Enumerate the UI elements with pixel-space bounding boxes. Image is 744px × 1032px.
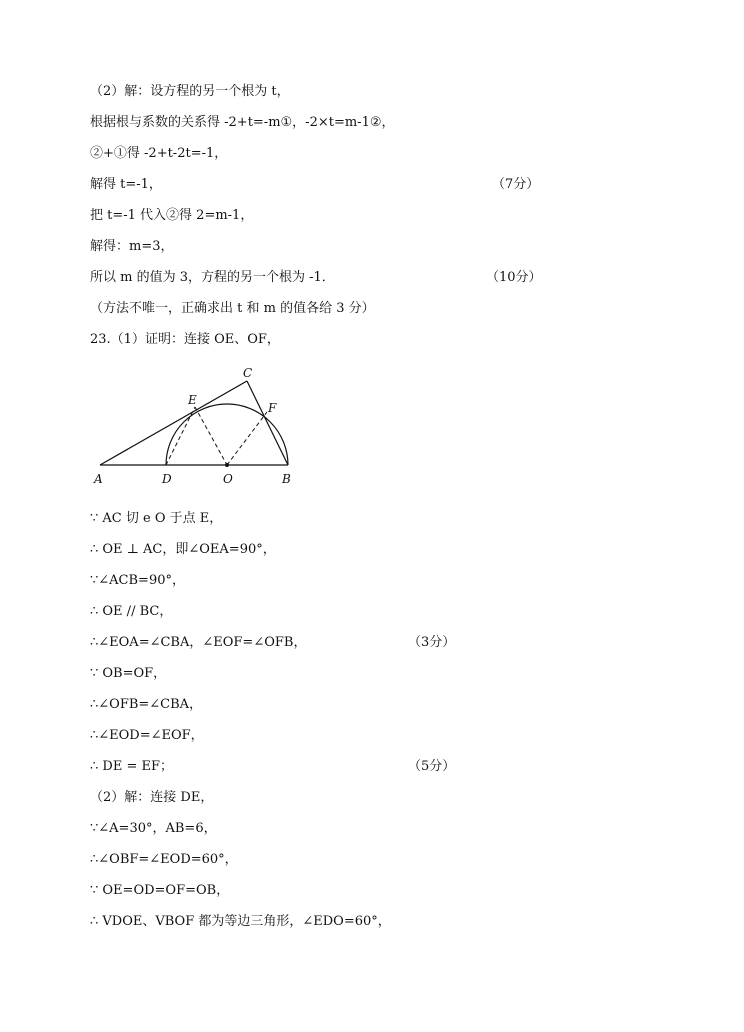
line-3: ②+①得 -2+t-2t=-1， — [90, 146, 228, 161]
label-c: C — [243, 366, 253, 380]
label-b: B — [282, 472, 291, 486]
label-f: F — [268, 401, 277, 415]
line-5: 把 t=-1 代入②得 2=m-1， — [90, 208, 254, 223]
line-2: 根据根与系数的关系得 -2+t=-m①，-2×t=m-1②， — [90, 115, 395, 130]
segment-eo — [195, 407, 227, 465]
line-19: （2）解：连接 DE， — [90, 790, 214, 805]
segment-cb — [247, 381, 288, 465]
line-20: ∵∠A=30°，AB=6， — [90, 821, 217, 836]
line-17: ∴∠EOD=∠EOF， — [90, 728, 204, 743]
score-3: （3分） — [408, 635, 456, 650]
line-16: ∴∠OFB=∠CBA， — [90, 697, 203, 712]
line-9: 23.（1）证明：连接 OE、OF， — [90, 332, 280, 347]
line-18: ∴ DE = EF； — [90, 759, 173, 774]
line-8: （方法不唯一，正确求出 t 和 m 的值各给 3 分） — [90, 301, 375, 316]
line-6: 解得：m=3， — [90, 239, 174, 254]
line-11: ∴ OE ⊥ AC，即∠OEA=90°， — [90, 542, 276, 557]
geometry-figure — [92, 366, 312, 491]
label-o: O — [223, 472, 233, 486]
line-14: ∴∠EOA=∠CBA，∠EOF=∠OFB， — [90, 635, 307, 650]
label-e: E — [188, 393, 197, 407]
label-d: D — [162, 472, 172, 486]
segment-of — [227, 412, 267, 465]
line-1: （2）解：设方程的另一个根为 t， — [90, 84, 290, 99]
score-10: （10分） — [486, 270, 542, 285]
segment-ac — [100, 381, 247, 465]
score-5: （5分） — [408, 759, 456, 774]
line-10: ∵ AC 切 e O 于点 E， — [90, 511, 223, 526]
line-22: ∵ OE=OD=OF=OB， — [90, 883, 230, 898]
line-12: ∵∠ACB=90°， — [90, 573, 185, 588]
line-21: ∴∠OBF=∠EOD=60°， — [90, 852, 238, 867]
center-point — [225, 463, 229, 467]
line-23: ∴ VDOE、VBOF 都为等边三角形，∠EDO=60°， — [90, 914, 391, 929]
line-4: 解得 t=-1， — [90, 177, 162, 192]
line-13: ∴ OE // BC， — [90, 604, 173, 619]
score-7: （7分） — [492, 177, 540, 192]
line-15: ∵ OB=OF， — [90, 666, 167, 681]
label-a: A — [94, 472, 103, 486]
line-7: 所以 m 的值为 3，方程的另一个根为 -1． — [90, 270, 335, 285]
